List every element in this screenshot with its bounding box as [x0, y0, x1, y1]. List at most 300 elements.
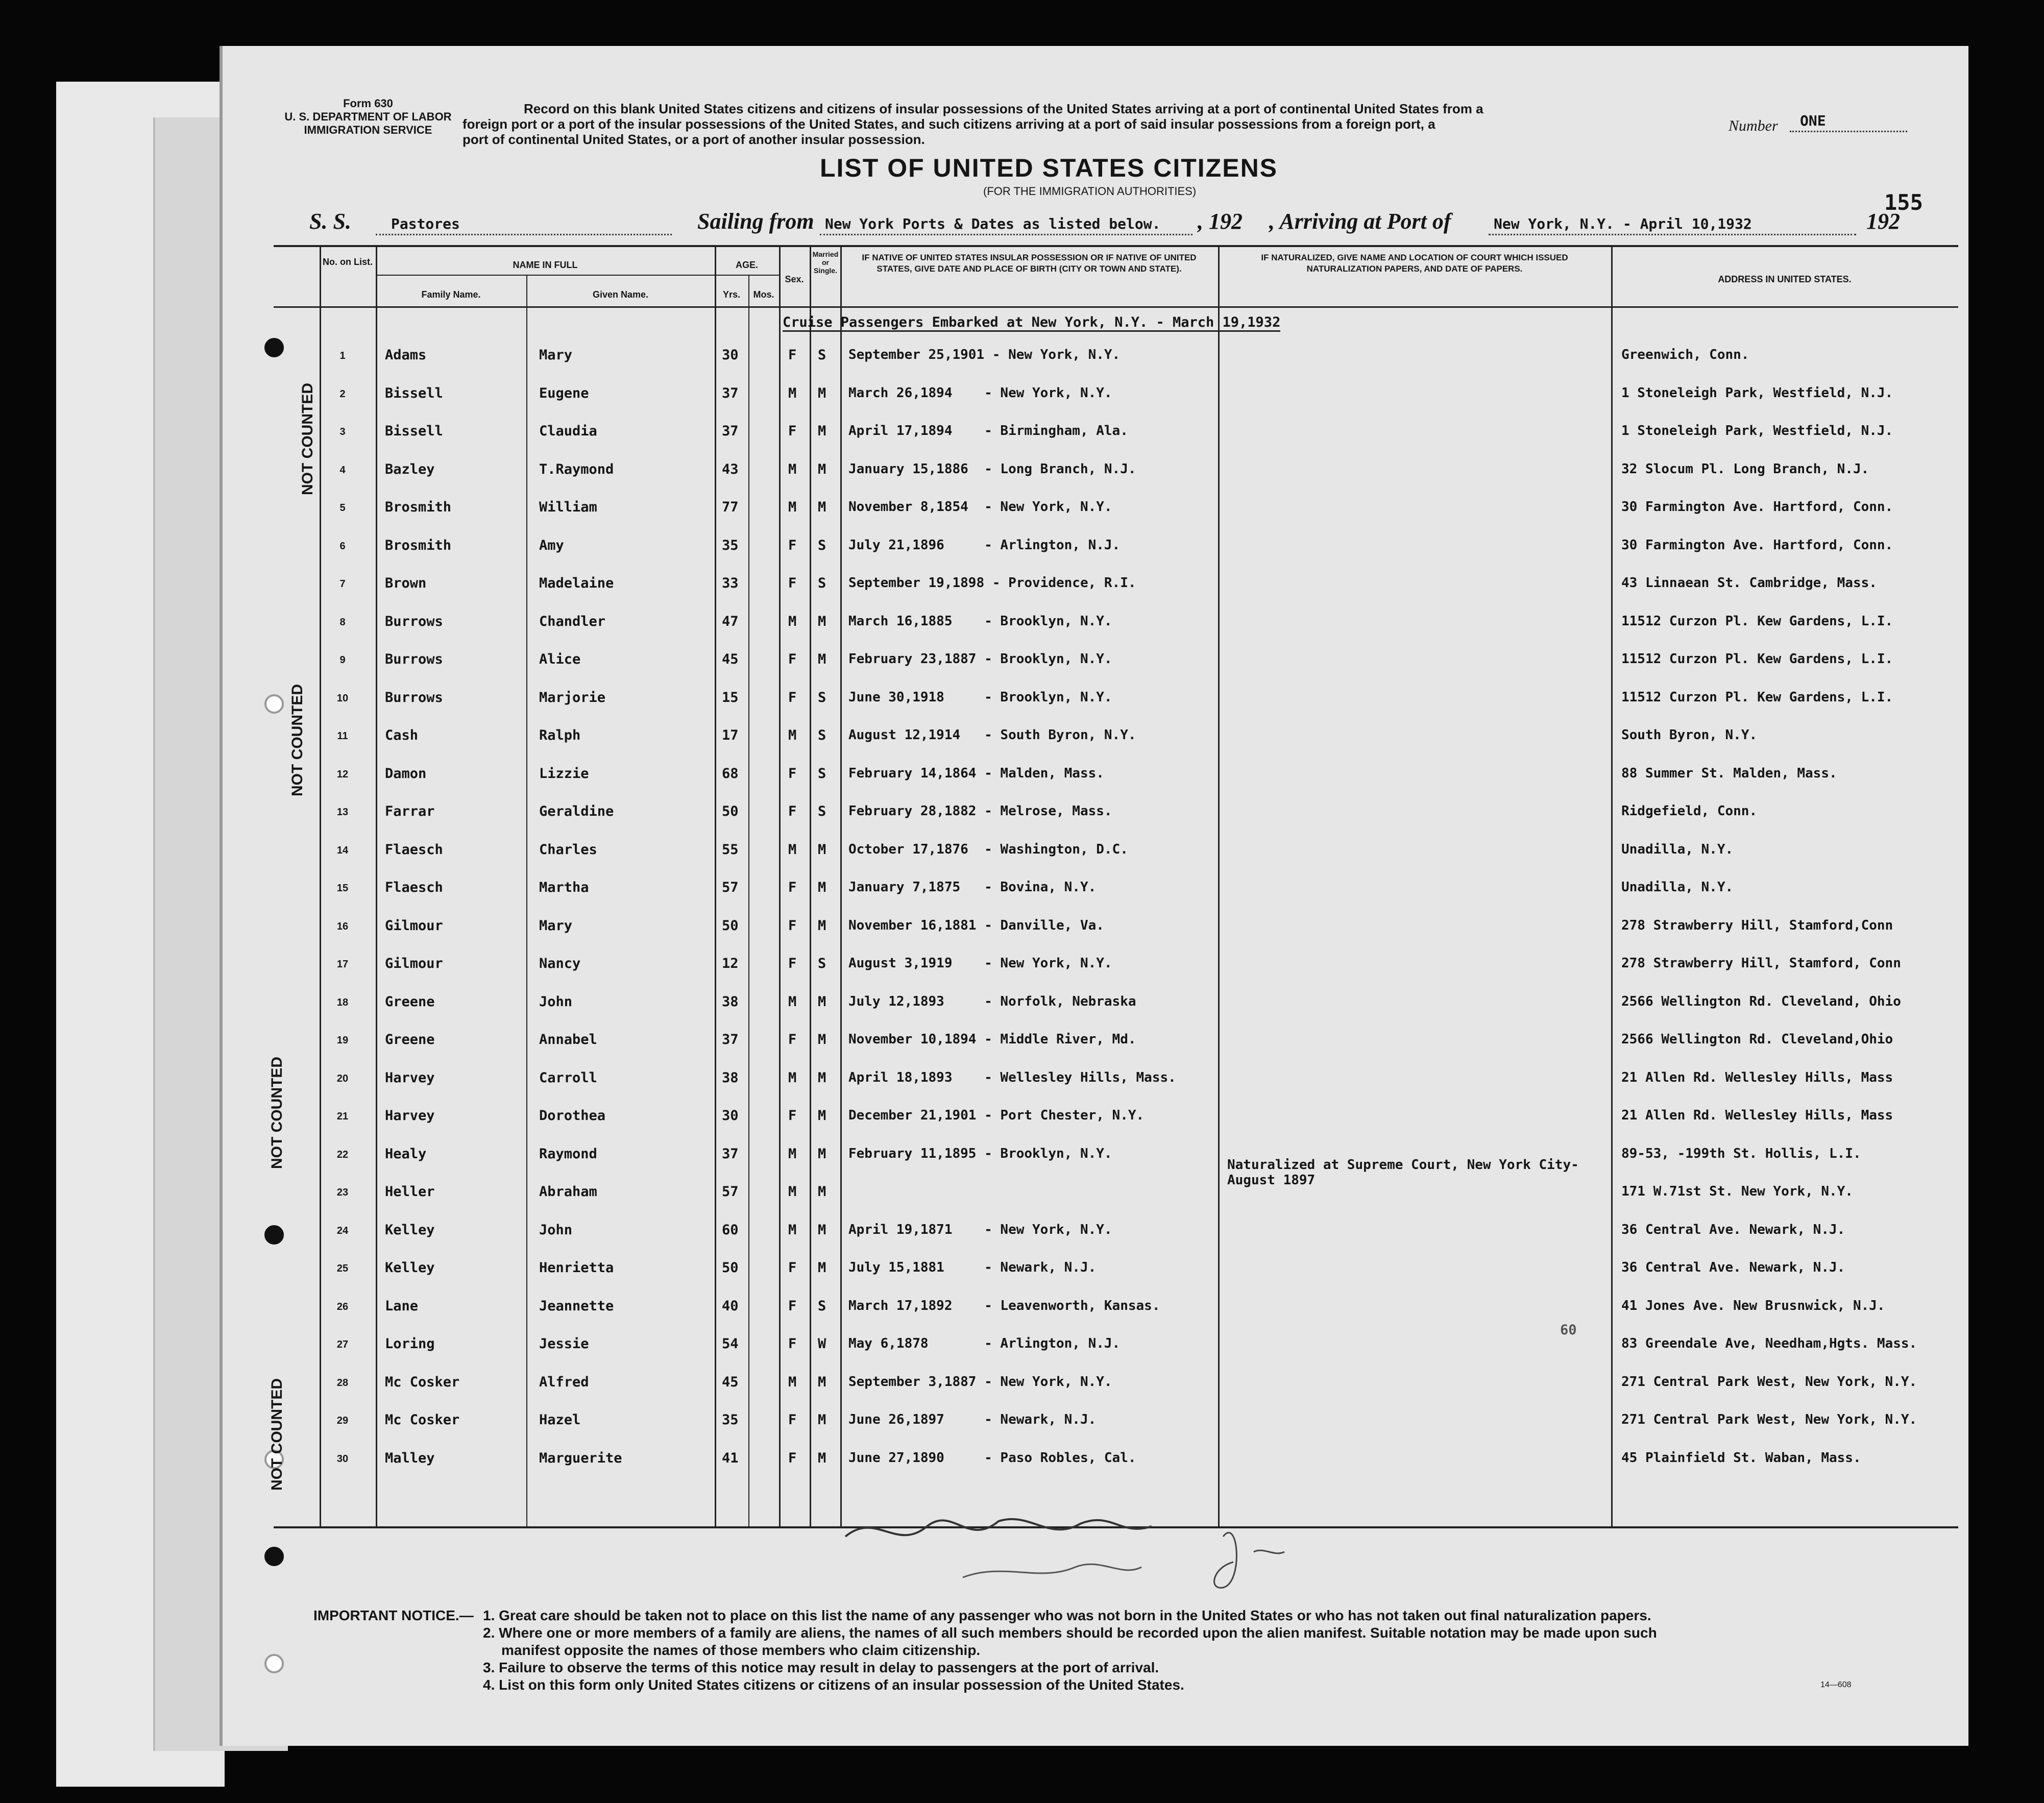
age-years: 50	[722, 917, 739, 934]
ship-prefix: S. S.	[309, 209, 351, 234]
family-name: Cash	[385, 727, 419, 743]
family-name: Mc Cosker	[385, 1412, 460, 1428]
intro-text	[463, 101, 1861, 147]
us-address: 45 Plainfield St. Waban, Mass.	[1621, 1450, 1861, 1466]
cruise-note: Cruise Passengers Embarked at New York, N.Y. - March 19,1932	[783, 314, 1280, 332]
family-name: Greene	[385, 1032, 435, 1047]
sex: F	[788, 423, 797, 439]
header-married: Married or Single.	[812, 250, 839, 275]
given-name: Madelaine	[539, 575, 614, 591]
family-name: Mc Cosker	[385, 1374, 460, 1390]
given-name: Alice	[539, 651, 581, 667]
marital-status: S	[818, 689, 826, 705]
given-name: John	[539, 993, 573, 1010]
sex: M	[788, 727, 797, 743]
page-subtitle: (FOR THE IMMIGRATION AUTHORITIES)	[983, 185, 1197, 198]
us-address: 271 Central Park West, New York, N.Y.	[1621, 1412, 1917, 1427]
ship-underline	[376, 234, 672, 235]
sex: F	[788, 765, 797, 782]
header-given: Given Name.	[592, 289, 649, 300]
row-number: 19	[336, 1035, 349, 1046]
notice-item: 1. Great care should be taken not to place on this list the name of any passenger who was not born in the United States or who has not taken out final naturalization papers.	[483, 1607, 1651, 1623]
age-years: 35	[722, 537, 739, 553]
birth-date-place: June 30,1918 - Brooklyn, N.Y.	[848, 689, 1112, 705]
family-name: Kelley	[385, 1260, 435, 1276]
marital-status: M	[818, 1184, 826, 1200]
birth-date-place: September 19,1898 - Providence, R.I.	[848, 575, 1136, 591]
col-rule	[526, 276, 527, 1527]
marital-status: M	[818, 423, 826, 439]
marital-status: M	[818, 1412, 826, 1428]
marital-status: M	[818, 385, 826, 401]
birth-date-place: September 3,1887 - New York, N.Y.	[848, 1374, 1112, 1390]
given-name: Dorothea	[539, 1108, 606, 1124]
age-years: 45	[722, 1374, 739, 1390]
sex: F	[788, 1108, 797, 1124]
age-years: 30	[722, 1108, 739, 1124]
birth-date-place: March 17,1892 - Leavenworth, Kansas.	[848, 1298, 1160, 1313]
punch-hole	[264, 1225, 284, 1245]
given-name: Raymond	[539, 1146, 597, 1162]
age-years: 15	[722, 689, 739, 705]
sex: F	[788, 956, 797, 971]
us-address: Ridgefield, Conn.	[1621, 803, 1758, 819]
marital-status: M	[818, 1260, 826, 1276]
marital-status: S	[818, 956, 826, 971]
marital-status: M	[818, 1069, 826, 1086]
age-years: 37	[722, 1032, 739, 1047]
side-stamp: NOT COUNTED	[269, 1057, 285, 1169]
given-name: Jeannette	[539, 1298, 614, 1314]
us-address: 1 Stoneleigh Park, Westfield, N.J.	[1621, 423, 1893, 438]
marital-status: M	[818, 1146, 826, 1162]
page-number: 155	[1884, 190, 1923, 215]
form-id	[284, 97, 452, 137]
family-name: Greene	[385, 993, 435, 1010]
header-mos: Mos.	[753, 289, 774, 300]
sex: F	[788, 537, 797, 553]
family-name: Burrows	[385, 689, 443, 705]
marital-status: M	[818, 1032, 826, 1047]
header-family: Family Name.	[421, 289, 481, 300]
side-stamp: NOT COUNTED	[269, 1378, 285, 1491]
marital-status: M	[818, 651, 826, 667]
sex: F	[788, 1412, 797, 1428]
us-address: 41 Jones Ave. New Brusnwick, N.J.	[1621, 1298, 1885, 1313]
family-name: Heller	[385, 1184, 435, 1200]
punch-hole	[264, 694, 284, 714]
sailing-label: Sailing from	[697, 209, 814, 234]
table-top-rule	[274, 245, 1958, 247]
family-name: Harvey	[385, 1069, 435, 1086]
us-address: 21 Allen Rd. Wellesley Hills, Mass	[1621, 1069, 1893, 1085]
row-number: 9	[339, 654, 346, 666]
us-address: 11512 Curzon Pl. Kew Gardens, L.I.	[1621, 651, 1893, 667]
marital-status: M	[818, 1450, 826, 1466]
family-name: Flaesch	[385, 880, 443, 895]
row-number: 27	[336, 1339, 349, 1350]
us-address: 2566 Wellington Rd. Cleveland, Ohio	[1621, 993, 1901, 1009]
marital-status: M	[818, 1108, 826, 1124]
header-naturalized: IF NATURALIZED, GIVE NAME AND LOCATION OF COURT WHICH ISSUED NATURALIZATION PAPERS, AND DATE OF PAPERS.	[1261, 253, 1568, 274]
given-name: Abraham	[539, 1184, 597, 1200]
row-number: 3	[339, 426, 346, 437]
row-number: 24	[336, 1225, 349, 1236]
intro-line: port of continental United States, or a port of another insular possession.	[463, 132, 925, 147]
us-address: 21 Allen Rd. Wellesley Hills, Mass	[1621, 1108, 1893, 1123]
sex: M	[788, 1184, 797, 1200]
row-number: 22	[336, 1149, 349, 1160]
ship-name: Pastores	[391, 215, 460, 232]
notice-item: 4. List on this form only United States citizens or citizens of an insular possession of the United States.	[483, 1677, 1184, 1693]
us-address: 2566 Wellington Rd. Cleveland,Ohio	[1621, 1032, 1893, 1047]
row-number: 4	[339, 464, 346, 476]
notice-item: manifest opposite the names of those members who claim citizenship.	[501, 1642, 981, 1658]
sex: F	[788, 1298, 797, 1314]
age-years: 33	[722, 575, 739, 591]
us-address: 43 Linnaean St. Cambridge, Mass.	[1621, 575, 1877, 591]
family-name: Bissell	[385, 423, 443, 439]
birth-date-place: August 3,1919 - New York, N.Y.	[848, 956, 1112, 971]
sex: F	[788, 1336, 797, 1352]
marital-status: M	[818, 1222, 826, 1238]
birth-date-place: September 25,1901 - New York, N.Y.	[848, 347, 1121, 362]
row-number: 2	[339, 388, 346, 400]
sex: F	[788, 347, 797, 363]
punch-hole	[264, 1547, 284, 1566]
header-name-in-full: NAME IN FULL	[513, 260, 578, 270]
sex: M	[788, 499, 797, 515]
sex: F	[788, 1450, 797, 1466]
header-sex: Sex.	[785, 274, 804, 284]
arriving-value: New York, N.Y. - April 10,1932	[1494, 215, 1752, 232]
form-number: Form 630	[343, 97, 393, 110]
arriving-underline	[1489, 234, 1856, 235]
family-name: Brosmith	[385, 537, 452, 553]
birth-date-place: July 12,1893 - Norfolk, Nebraska	[848, 993, 1136, 1009]
given-name: William	[539, 499, 597, 515]
birth-date-place: November 16,1881 - Danville, Va.	[848, 917, 1104, 933]
birth-date-place: January 7,1875 - Bovina, N.Y.	[848, 880, 1097, 895]
age-years: 47	[722, 613, 739, 629]
sex: F	[788, 651, 797, 667]
birth-date-place: June 26,1897 - Newark, N.J.	[848, 1412, 1097, 1427]
marital-status: S	[818, 727, 826, 743]
given-name: T.Raymond	[539, 461, 614, 477]
col-rule	[715, 245, 716, 1527]
col-rule	[840, 245, 842, 1527]
year-1: , 192	[1198, 209, 1243, 234]
marital-status: M	[818, 499, 826, 515]
row-number: 20	[336, 1073, 349, 1084]
age-years: 45	[722, 651, 739, 667]
family-name: Brown	[385, 575, 427, 591]
given-name: Mary	[539, 917, 573, 934]
us-address: 83 Greendale Ave, Needham,Hgts. Mass.	[1621, 1336, 1917, 1351]
us-address: 36 Central Ave. Newark, N.J.	[1621, 1222, 1845, 1237]
birth-date-place: April 17,1894 - Birmingham, Ala.	[848, 423, 1128, 438]
us-address: 32 Slocum Pl. Long Branch, N.J.	[1621, 461, 1869, 477]
family-name: Brosmith	[385, 499, 452, 515]
col-rule	[1218, 245, 1220, 1527]
us-address: 88 Summer St. Malden, Mass.	[1621, 765, 1837, 781]
row-number: 17	[336, 959, 349, 970]
intro-line: foreign port or a port of the insular possessions of the United States, and such citizens arriving at a port of said insular possessions from a foreign port, a	[463, 116, 1435, 132]
birth-date-place: January 15,1886 - Long Branch, N.J.	[848, 461, 1136, 477]
col-rule	[320, 245, 321, 1527]
sex: M	[788, 461, 797, 477]
notice-body	[483, 1607, 1948, 1694]
sex: F	[788, 1032, 797, 1047]
birth-date-place: November 10,1894 - Middle River, Md.	[848, 1032, 1136, 1047]
given-name: Jessie	[539, 1336, 589, 1352]
family-name: Gilmour	[385, 956, 443, 971]
age-years: 37	[722, 385, 739, 401]
us-address: South Byron, N.Y.	[1621, 727, 1758, 743]
family-name: Kelley	[385, 1222, 435, 1238]
us-address: 30 Farmington Ave. Hartford, Conn.	[1621, 499, 1893, 515]
given-name: Chandler	[539, 613, 606, 629]
row-number: 16	[336, 920, 349, 932]
age-years: 60	[722, 1222, 739, 1238]
us-address: 271 Central Park West, New York, N.Y.	[1621, 1374, 1917, 1390]
page-title: LIST OF UNITED STATES CITIZENS	[820, 154, 1278, 182]
stray-mark: 60	[1560, 1322, 1577, 1338]
given-name: Ralph	[539, 727, 581, 743]
number-label: Number	[1729, 117, 1778, 134]
marital-status: M	[818, 841, 826, 858]
marital-status: S	[818, 347, 826, 363]
birth-date-place: April 19,1871 - New York, N.Y.	[848, 1222, 1112, 1237]
age-years: 55	[722, 841, 739, 858]
sailing-underline	[820, 234, 1193, 235]
age-years: 17	[722, 727, 739, 743]
family-name: Burrows	[385, 651, 443, 667]
age-years: 38	[722, 993, 739, 1010]
year-2: 192	[1866, 209, 1900, 234]
family-name: Bazley	[385, 461, 435, 477]
number-value: ONE	[1800, 112, 1826, 129]
row-number: 15	[336, 883, 349, 894]
us-address: Unadilla, N.Y.	[1621, 880, 1734, 895]
age-years: 35	[722, 1412, 739, 1428]
family-name: Loring	[385, 1336, 435, 1352]
given-name: Martha	[539, 880, 589, 895]
age-years: 30	[722, 347, 739, 363]
row-number: 14	[336, 844, 349, 856]
age-years: 37	[722, 1146, 739, 1162]
marital-status: S	[818, 765, 826, 782]
birth-date-place: March 26,1894 - New York, N.Y.	[848, 385, 1112, 401]
age-years: 40	[722, 1298, 739, 1314]
signature	[835, 1506, 1601, 1608]
manifest-sheet	[220, 46, 1968, 1746]
sex: F	[788, 1260, 797, 1276]
birth-date-place: December 21,1901 - Port Chester, N.Y.	[848, 1108, 1145, 1123]
family-name: Damon	[385, 765, 427, 782]
family-name: Farrar	[385, 803, 435, 819]
row-number: 5	[339, 502, 346, 514]
marital-status: M	[818, 1374, 826, 1390]
header-address: ADDRESS IN UNITED STATES.	[1718, 274, 1852, 284]
row-number: 11	[337, 730, 348, 742]
marital-status: M	[818, 917, 826, 934]
row-number: 28	[336, 1377, 349, 1388]
us-address: 11512 Curzon Pl. Kew Gardens, L.I.	[1621, 689, 1893, 705]
given-name: Amy	[539, 537, 564, 553]
given-name: Marguerite	[539, 1450, 622, 1466]
given-name: Eugene	[539, 385, 589, 401]
age-years: 12	[722, 956, 739, 971]
marital-status: S	[818, 803, 826, 819]
age-years: 43	[722, 461, 739, 477]
us-address: 30 Farmington Ave. Hartford, Conn.	[1621, 537, 1893, 553]
row-number: 21	[336, 1111, 349, 1122]
age-years: 57	[722, 1184, 739, 1200]
sex: F	[788, 803, 797, 819]
birth-date-place: March 16,1885 - Brooklyn, N.Y.	[848, 613, 1112, 629]
row-number: 25	[336, 1263, 349, 1274]
age-years: 57	[722, 880, 739, 895]
department: U. S. DEPARTMENT OF LABOR	[284, 110, 452, 123]
sex: F	[788, 575, 797, 591]
birth-date-place: February 28,1882 - Melrose, Mass.	[848, 803, 1112, 819]
notice-heading: IMPORTANT NOTICE.—	[313, 1607, 474, 1623]
row-number: 1	[339, 350, 346, 361]
age-years: 50	[722, 1260, 739, 1276]
side-stamp: NOT COUNTED	[299, 383, 316, 495]
family-name: Flaesch	[385, 841, 443, 858]
us-address: 1 Stoneleigh Park, Westfield, N.J.	[1621, 385, 1893, 401]
given-name: Hazel	[539, 1412, 581, 1428]
given-name: Geraldine	[539, 803, 614, 819]
birth-date-place: April 18,1893 - Wellesley Hills, Mass.	[848, 1069, 1176, 1085]
col-rule	[779, 245, 781, 1527]
notice-item: 2. Where one or more members of a family are aliens, the names of all such members should be recorded upon the alien manifest. Suitable notation may be made upon such	[483, 1625, 1657, 1641]
birth-date-place: November 8,1854 - New York, N.Y.	[848, 499, 1112, 515]
naturalization: Naturalized at Supreme Court, New York City- August 1897	[1227, 1157, 1579, 1188]
us-address: 278 Strawberry Hill, Stamford, Conn	[1621, 956, 1901, 971]
family-name: Harvey	[385, 1108, 435, 1124]
birth-date-place: October 17,1876 - Washington, D.C.	[848, 841, 1128, 857]
age-years: 54	[722, 1336, 739, 1352]
given-name: Charles	[539, 841, 597, 858]
sex: F	[788, 880, 797, 895]
punch-hole	[264, 338, 284, 357]
given-name: Lizzie	[539, 765, 589, 782]
footer-code: 14—608	[1820, 1680, 1852, 1689]
row-number: 23	[336, 1187, 349, 1198]
marital-status: M	[818, 461, 826, 477]
birth-date-place: February 14,1864 - Malden, Mass.	[848, 765, 1104, 781]
us-address: Unadilla, N.Y.	[1621, 841, 1734, 857]
number-underline	[1790, 131, 1907, 132]
sex: M	[788, 1222, 797, 1238]
marital-status: W	[818, 1336, 826, 1352]
sex: M	[788, 1146, 797, 1162]
family-name: Healy	[385, 1146, 427, 1162]
given-name: Henrietta	[539, 1260, 614, 1276]
header-no: No. on List.	[323, 257, 373, 267]
family-name: Gilmour	[385, 917, 443, 934]
notice-item: 3. Failure to observe the terms of this notice may result in delay to passengers at the port of arrival.	[483, 1660, 1159, 1675]
sailing-value: New York Ports & Dates as listed below.	[825, 215, 1161, 232]
birth-date-place: June 27,1890 - Paso Robles, Cal.	[848, 1450, 1136, 1466]
marital-status: S	[818, 575, 826, 591]
given-name: Annabel	[539, 1032, 597, 1047]
marital-status: S	[818, 537, 826, 553]
age-years: 37	[722, 423, 739, 439]
row-number: 7	[339, 578, 346, 590]
us-address: 278 Strawberry Hill, Stamford,Conn	[1621, 917, 1893, 933]
sex: F	[788, 917, 797, 934]
col-rule	[376, 245, 377, 1527]
row-number: 12	[336, 768, 349, 780]
sex: M	[788, 841, 797, 858]
arriving-label: , Arriving at Port of	[1269, 209, 1451, 234]
us-address: 89-53, -199th St. Hollis, L.I.	[1621, 1146, 1861, 1161]
side-stamp: NOT COUNTED	[289, 684, 306, 796]
col-rule	[748, 276, 749, 1527]
row-number: 6	[339, 540, 346, 552]
header-age: AGE.	[735, 260, 758, 270]
given-name: Marjorie	[539, 689, 606, 705]
age-years: 41	[722, 1450, 739, 1466]
row-number: 18	[336, 996, 349, 1008]
row-number: 13	[336, 807, 349, 818]
given-name: Alfred	[539, 1374, 589, 1390]
header-birth: IF NATIVE OF UNITED STATES INSULAR POSSESSION OR IF NATIVE OF UNITED STATES, GIVE DATE AND PLACE OF BIRTH (CITY OR TOWN AND STATE).	[862, 253, 1197, 274]
family-name: Lane	[385, 1298, 419, 1314]
family-name: Adams	[385, 347, 427, 363]
marital-status: S	[818, 1298, 826, 1314]
age-years: 50	[722, 803, 739, 819]
row-number: 8	[339, 616, 346, 628]
row-number: 10	[336, 692, 349, 704]
intro-line: Record on this blank United States citizens and citizens of insular possessions of the United States arriving at a port of continental United States from a	[524, 101, 1483, 116]
us-address: 36 Central Ave. Newark, N.J.	[1621, 1260, 1845, 1275]
marital-status: M	[818, 993, 826, 1010]
sex: M	[788, 613, 797, 629]
row-number: 30	[336, 1453, 349, 1465]
name-age-subrule	[376, 275, 779, 276]
given-name: Nancy	[539, 956, 581, 971]
age-years: 38	[722, 1069, 739, 1086]
birth-date-place: July 15,1881 - Newark, N.J.	[848, 1260, 1097, 1275]
age-years: 77	[722, 499, 739, 515]
given-name: Mary	[539, 347, 573, 363]
marital-status: M	[818, 613, 826, 629]
birth-date-place: February 23,1887 - Brooklyn, N.Y.	[848, 651, 1112, 667]
sex: M	[788, 385, 797, 401]
sex: M	[788, 1374, 797, 1390]
header-yrs: Yrs.	[722, 289, 741, 300]
col-rule	[810, 245, 811, 1527]
sex: M	[788, 993, 797, 1010]
birth-date-place: February 11,1895 - Brooklyn, N.Y.	[848, 1146, 1112, 1161]
birth-date-place: July 21,1896 - Arlington, N.J.	[848, 537, 1121, 553]
given-name: John	[539, 1222, 573, 1238]
given-name: Claudia	[539, 423, 597, 439]
sex: M	[788, 1069, 797, 1086]
punch-hole	[264, 1654, 284, 1673]
row-number: 26	[336, 1301, 349, 1312]
family-name: Burrows	[385, 613, 443, 629]
family-name: Bissell	[385, 385, 443, 401]
col-rule	[1611, 245, 1613, 1527]
us-address: Greenwich, Conn.	[1621, 347, 1749, 362]
us-address: 171 W.71st St. New York, N.Y.	[1621, 1184, 1853, 1199]
